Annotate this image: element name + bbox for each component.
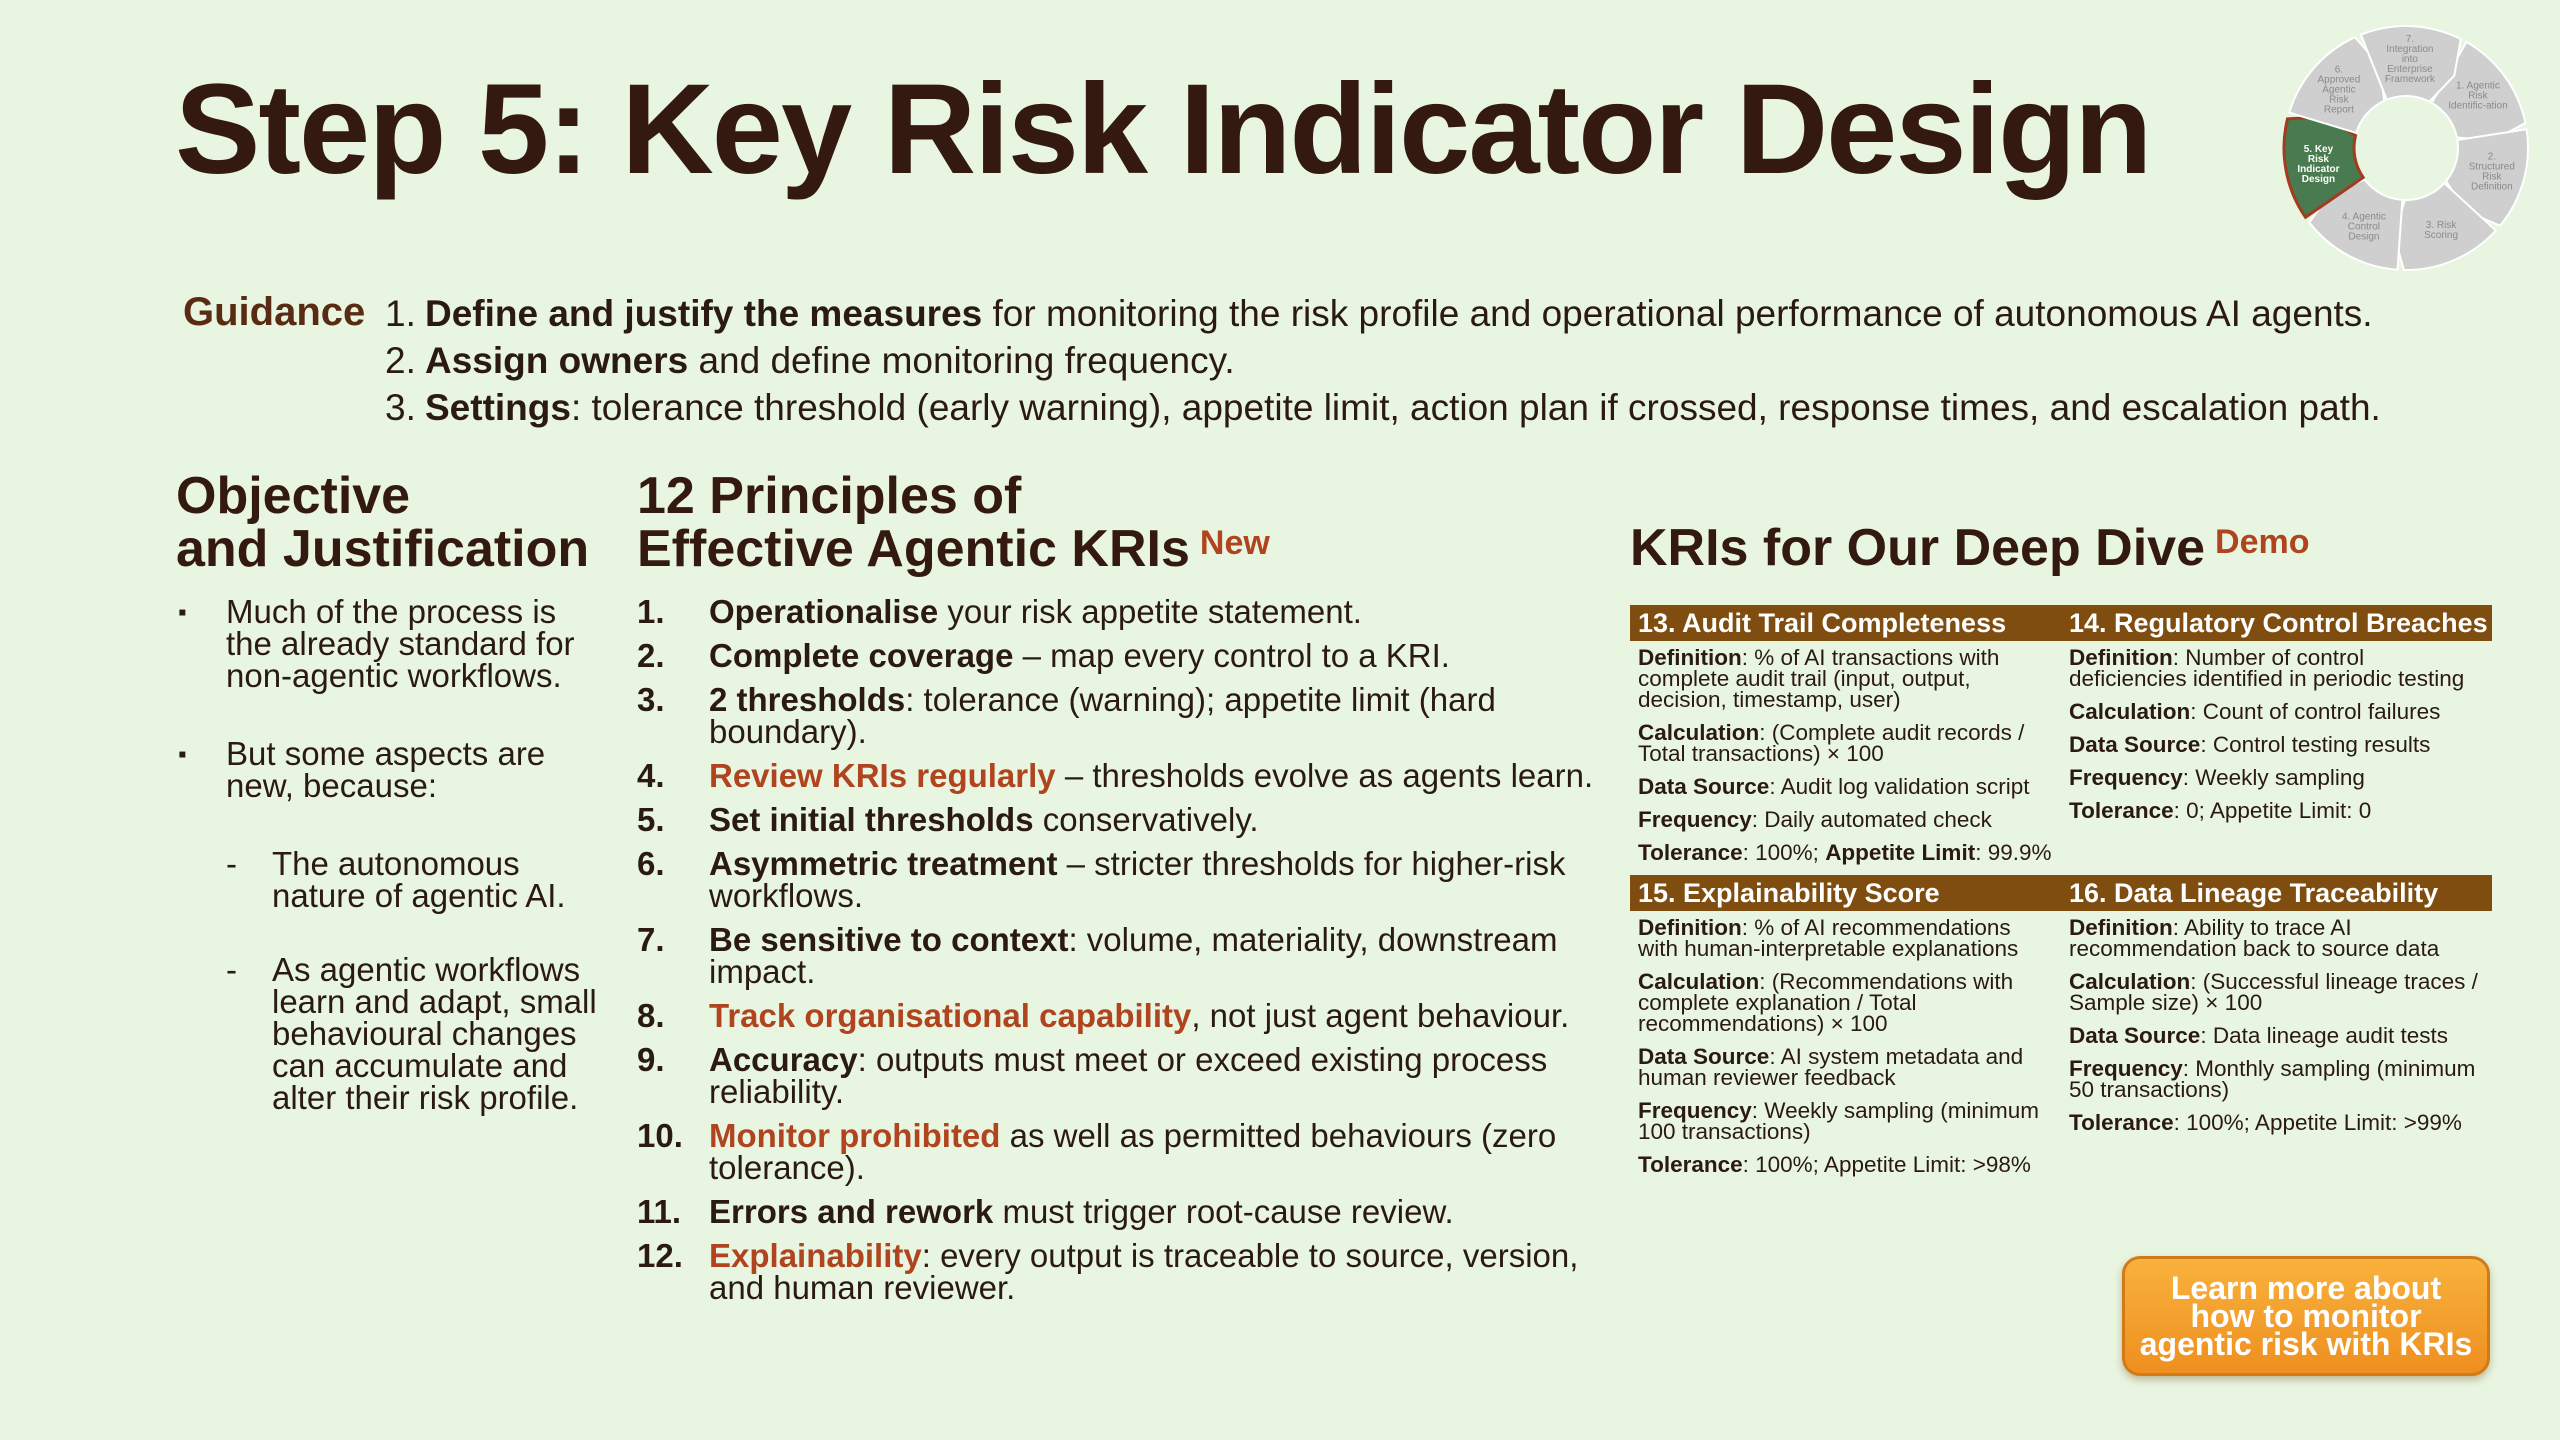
principle-item: 11. Errors and rework must trigger root-cause review.: [637, 1193, 1454, 1230]
objective-heading: Objective and Justification: [176, 467, 590, 578]
objective-sub-bullet: - As agentic workflows learn and adapt, small behavioural changes can accumulate and alter their risk profile.: [226, 951, 597, 1116]
kri-grid: [1630, 605, 2492, 1187]
kri-field-data-source: Data Source: AI system metadata and human reviewer feedback: [1638, 1044, 2024, 1090]
kri-field-tolerance: Tolerance: 100%; Appetite Limit: >98%: [1638, 1152, 2031, 1177]
kri-card: [1630, 605, 2061, 875]
cycle-segment-label: 6. Approved Agentic Risk Report: [2317, 64, 2361, 116]
principle-item: 6. Asymmetric treatment – stricter thresholds for higher-risk workflows.: [637, 845, 1566, 914]
objective-body: [178, 593, 608, 1116]
demo-tag: Demo: [2215, 523, 2310, 561]
cycle-segment-label: 3. Risk Scoring: [2424, 219, 2459, 241]
principle-item: 10. Monitor prohibited as well as permitted behaviours (zero tolerance).: [637, 1117, 1557, 1186]
kri-card-title: 15. Explainability Score: [1630, 875, 2061, 911]
kri-field-data-source: Data Source: Audit log validation script: [1638, 774, 2030, 799]
principle-item: 12. Explainability: every output is traceable to source, version, and human reviewer.: [637, 1237, 1579, 1306]
kri-field-frequency: Frequency: Daily automated check: [1638, 807, 1992, 832]
objective-sub-bullet: - The autonomous nature of agentic AI.: [226, 845, 566, 914]
guidance-item: 2. Assign owners and define monitoring frequency.: [385, 340, 1235, 381]
cycle-segment-label: 7. Integration into Enterprise Framework: [2384, 34, 2435, 86]
learn-more-button[interactable]: Learn more about how to monitor agentic risk with KRIs: [2122, 1256, 2490, 1376]
kri-card-title: 16. Data Lineage Traceability: [2061, 875, 2492, 911]
principle-item: 3. 2 thresholds: tolerance (warning); appetite limit (hard boundary).: [637, 681, 1496, 750]
guidance-item: 3. Settings: tolerance threshold (early warning), appetite limit, action plan if crossed, response times, and escalation path.: [385, 387, 2381, 428]
kri-field-data-source: Data Source: Data lineage audit tests: [2069, 1023, 2448, 1048]
kri-field-definition: Definition: Ability to trace AI recommendation back to source data: [2069, 915, 2440, 961]
kri-field-tolerance: Tolerance: 0; Appetite Limit: 0: [2069, 798, 2372, 823]
kri-card: [2061, 875, 2492, 1187]
principle-item: 8. Track organisational capability, not just agent behaviour.: [637, 997, 1570, 1034]
cycle-segment-label: 5. Key Risk Indicator Design: [2297, 144, 2340, 186]
kri-field-calculation: Calculation: (Recommendations with complete explanation / Total recommendations) × 100: [1638, 969, 2014, 1036]
kri-field-tolerance: Tolerance: 100%; Appetite Limit: >99%: [2069, 1110, 2462, 1135]
kri-card: [1630, 875, 2061, 1187]
kri-field-calculation: Calculation: (Successful lineage traces / Sample size) × 100: [2069, 969, 2478, 1015]
objective-bullet: ▪ Much of the process is the already standard for non-agentic workflows.: [178, 593, 575, 694]
kri-card-title: 14. Regulatory Control Breaches: [2061, 605, 2492, 641]
guidance-label: Guidance: [183, 290, 366, 334]
kri-field-calculation: Calculation: Count of control failures: [2069, 699, 2441, 724]
principle-item: 5. Set initial thresholds conservatively.: [637, 801, 1259, 838]
principle-item: 1. Operationalise your risk appetite statement.: [637, 593, 1362, 630]
objective-bullet: ▪ But some aspects are new, because:: [178, 735, 546, 804]
principle-item: 2. Complete coverage – map every control to a KRI.: [637, 637, 1450, 674]
principles-heading: 12 Principles of Effective Agentic KRIs $^{New}$: [637, 467, 1270, 578]
kri-row: [1630, 875, 2492, 1187]
kri-field-definition: Definition: % of AI transactions with complete audit trail (input, output, decision, timestamp, user): [1638, 645, 2000, 712]
kri-card: [2061, 605, 2492, 875]
cycle-segment-label: 2. Structured Risk Definition: [2468, 151, 2515, 193]
kri-field-data-source: Data Source: Control testing results: [2069, 732, 2431, 757]
principle-item: 4. Review KRIs regularly – thresholds evolve as agents learn.: [637, 757, 1594, 794]
page-title: Step 5: Key Risk Indicator Design: [175, 58, 2151, 201]
process-cycle-diagram: [2265, 14, 2547, 282]
kri-field-definition: Definition: % of AI recommendations with human-interpretable explanations: [1638, 915, 2019, 961]
cycle-segment-label: 4. Agentic Control Design: [2341, 211, 2386, 243]
kri-field-frequency: Frequency: Weekly sampling: [2069, 765, 2365, 790]
kri-row: [1630, 605, 2492, 875]
cycle-segment-label: 1. Agentic Risk Identific-ation: [2448, 80, 2508, 112]
kri-field-definition: Definition: Number of control deficiencies identified in periodic testing: [2069, 645, 2465, 691]
principle-item: 7. Be sensitive to context: volume, materiality, downstream impact.: [637, 921, 1558, 990]
guidance-list: [385, 290, 2381, 431]
principle-item: 9. Accuracy: outputs must meet or exceed existing process reliability.: [637, 1041, 1548, 1110]
kri-card-title: 13. Audit Trail Completeness: [1630, 605, 2061, 641]
kri-heading: KRIs for Our Deep Dive $^{Demo}$: [1630, 519, 2310, 577]
kri-field-frequency: Frequency: Weekly sampling (minimum 100 transactions): [1638, 1098, 2039, 1144]
kri-field-frequency: Frequency: Monthly sampling (minimum 50 transactions): [2069, 1056, 2476, 1102]
guidance-item: 1. Define and justify the measures for monitoring the risk profile and operational performance of autonomous AI agents.: [385, 293, 2373, 334]
principles-list: [637, 593, 1612, 1316]
new-tag: New: [1199, 524, 1270, 562]
kri-field-calculation: Calculation: (Complete audit records / Total transactions) × 100: [1638, 720, 2025, 766]
kri-field-tolerance: Tolerance: 100%; Appetite Limit: 99.9%: [1638, 840, 2052, 865]
